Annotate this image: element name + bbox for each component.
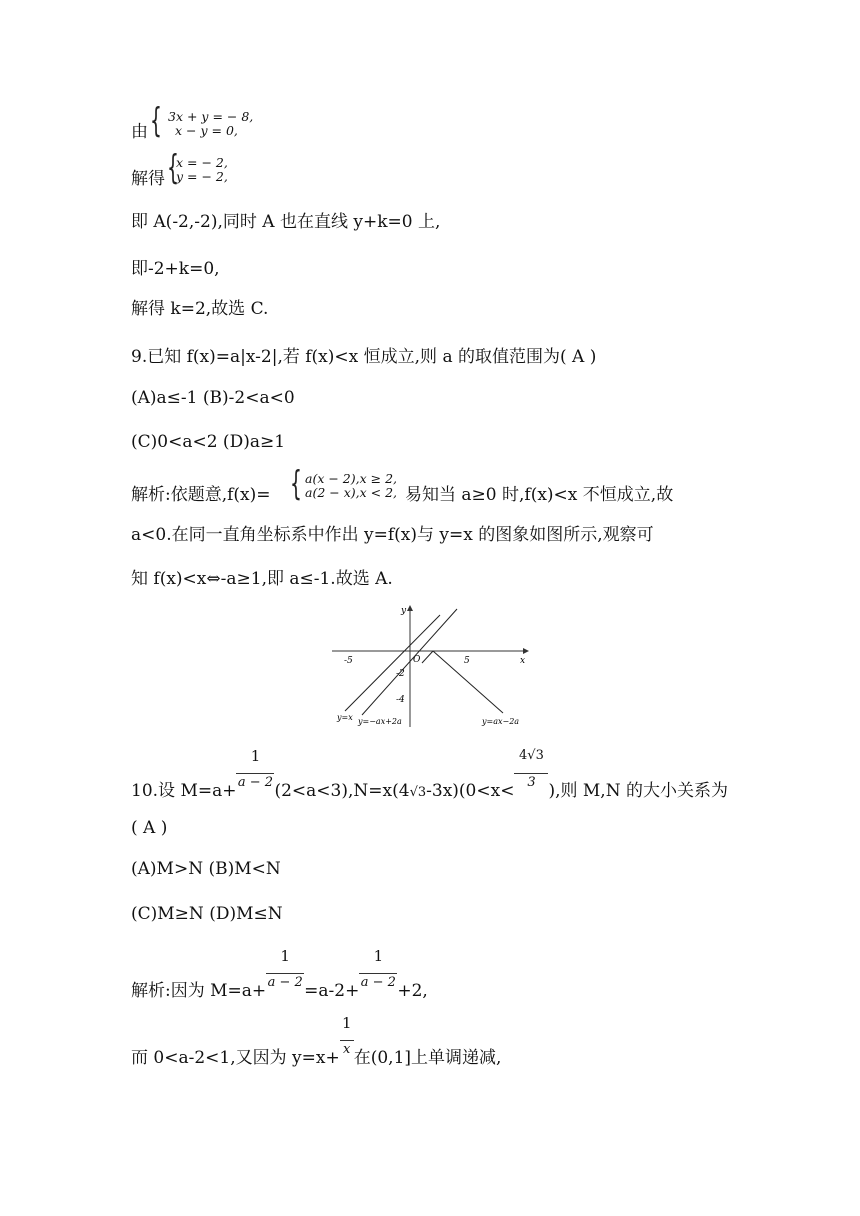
- fraction-numerator: 1: [373, 947, 384, 965]
- sqrt-3: √3: [409, 785, 427, 800]
- q10-answer: ( A ): [131, 818, 168, 838]
- line-y-equals-x: [345, 615, 440, 711]
- q10-stem-part: (2<a<3),N=x(4: [274, 781, 410, 801]
- q10-analysis-part: 在(0,1]上单调递减,: [353, 1048, 502, 1068]
- q9-analysis-line-3: 知 f(x)<x⇔-a≥1,即 a≤-1.故选 A.: [131, 569, 393, 589]
- fraction-denominator: x: [340, 1040, 354, 1058]
- tick-label: -4: [396, 695, 405, 705]
- system-2-eq1: x = − 2,: [176, 155, 228, 170]
- system-1-eq2: x − y = 0,: [175, 123, 238, 138]
- curve-label-yx: y=x: [337, 713, 353, 722]
- q9-piece-2: a(2 − x),x < 2,: [305, 485, 397, 500]
- brace-icon: {: [150, 101, 162, 141]
- q9-stem: 9.已知 f(x)=a|x-2|,若 f(x)<x 恒成立,则 a 的取值范围为( A ): [131, 347, 597, 367]
- system-1-prefix: 由: [131, 122, 148, 142]
- q10-stem-part: -3x)(0<x<: [426, 781, 515, 801]
- q10-analysis-part: 解析:因为 M=a+: [131, 981, 267, 1001]
- text-line: 解得 k=2,故选 C.: [131, 299, 269, 319]
- fraction-numerator: 1: [250, 747, 261, 765]
- fraction: [340, 1014, 354, 1063]
- q10-options-row-2: (C)M≥N (D)M≤N: [131, 904, 283, 924]
- system-2-eq2: y = − 2,: [176, 169, 228, 184]
- q9-analysis-prefix: 解析:依题意,f(x)=: [131, 485, 271, 505]
- q10-stem-part: ),则 M,N 的大小关系为: [548, 781, 728, 801]
- q9-options-row-2: (C)0<a<2 (D)a≥1: [131, 432, 286, 452]
- axis-y-label: y: [401, 606, 407, 616]
- q10-analysis-line-1: [131, 947, 428, 1003]
- fraction: [266, 947, 304, 996]
- system-1-eq1: 3x + y = − 8,: [168, 109, 254, 124]
- fraction-numerator: 1: [341, 1014, 352, 1032]
- q10-stem: [131, 747, 728, 805]
- q10-analysis-part: 而 0<a-2<1,又因为 y=x+: [131, 1048, 340, 1068]
- text-line: 即 A(-2,-2),同时 A 也在直线 y+k=0 上,: [131, 212, 441, 232]
- function-graph: [330, 603, 530, 729]
- axis-x-label: x: [520, 656, 526, 666]
- fraction: [236, 747, 274, 796]
- fraction-numerator: 4√3: [519, 748, 544, 763]
- fraction: [359, 947, 397, 996]
- fraction-numerator: 1: [280, 947, 290, 965]
- tick-label: -5: [344, 656, 353, 666]
- q9-options-row-1: (A)a≤-1 (B)-2<a<0: [131, 388, 295, 408]
- q10-options-row-1: (A)M>N (B)M<N: [131, 859, 281, 879]
- fraction-denominator: a − 2: [237, 775, 274, 790]
- tick-label: 5: [464, 656, 470, 666]
- fraction-denominator: a − 2: [267, 975, 303, 990]
- q9-analysis-line-2: a<0.在同一直角坐标系中作出 y=f(x)与 y=x 的图象如图所示,观察可: [131, 525, 654, 545]
- fraction: [514, 748, 548, 796]
- curve-label-left: y=−ax+2a: [358, 717, 402, 726]
- system-2-prefix: 解得: [131, 169, 165, 189]
- fraction-denominator: a − 2: [360, 975, 396, 990]
- brace-icon: {: [290, 464, 302, 504]
- text-line: 即-2+k=0,: [131, 259, 220, 279]
- q10-analysis-line-2: [131, 1014, 502, 1070]
- q9-piece-1: a(x − 2),x ≥ 2,: [305, 471, 397, 486]
- q10-analysis-part: =a-2+: [304, 981, 360, 1001]
- origin-label: O: [413, 655, 421, 665]
- tick-label: -2: [396, 669, 405, 679]
- line-vertex-left: [422, 651, 433, 663]
- q9-analysis-suffix: 易知当 a≥0 时,f(x)<x 不恒成立,故: [405, 485, 674, 505]
- q10-stem-part: 10.设 M=a+: [131, 781, 237, 801]
- fraction-denominator: 3: [514, 773, 548, 791]
- q10-analysis-part: +2,: [397, 981, 428, 1001]
- curve-label-right: y=ax−2a: [482, 717, 520, 726]
- brace-icon: {: [167, 148, 179, 188]
